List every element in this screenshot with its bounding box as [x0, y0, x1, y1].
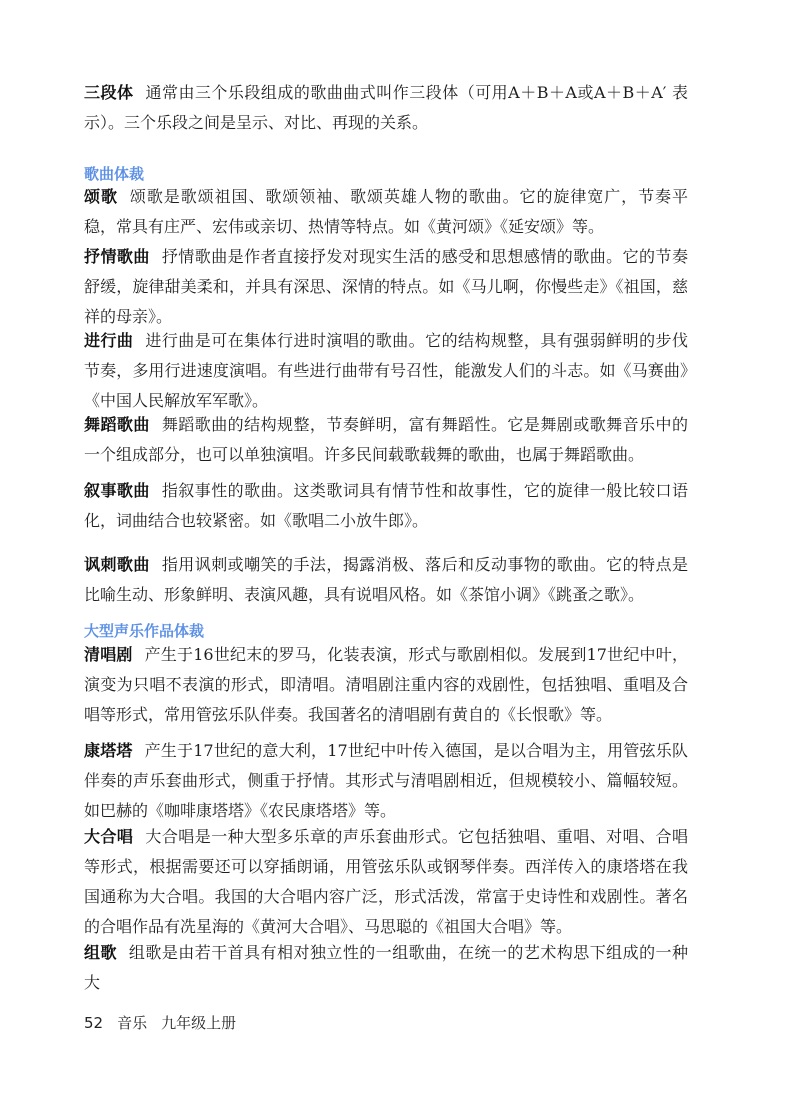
entry-text: 产生于16世纪末的罗马，化装表演，形式与歌剧相似。发展到17世纪中叶，演变为只唱不表演的形式，即清唱。清唱剧注重内容的戏剧性，包括独唱、重唱及合唱等形式，常用管弦乐队伴奏。我国著名的清唱剧有黄自的《长恨歌》等。: [84, 645, 688, 724]
entry-text: 产生于17世纪的意大利，17世纪中叶传入德国，是以合唱为主，用管弦乐队伴奏的声乐套曲形式，侧重于抒情。其形式与清唱剧相近，但规模较小、篇幅较短。如巴赫的《咖啡康塔塔》《农民康塔塔》等。: [84, 741, 688, 820]
book-grade: 九年级上册: [161, 1014, 237, 1032]
entry-text: 舞蹈歌曲的结构规整，节奏鲜明，富有舞蹈性。它是舞剧或歌舞音乐中的一个组成部分，也可以单独演唱。许多民间载歌载舞的歌曲，也属于舞蹈歌曲。: [84, 415, 688, 464]
entry-text: 组歌是由若干首具有相对独立性的一组歌曲，在统一的艺术构思下组成的一种大: [84, 943, 688, 992]
book-subject: 音乐: [117, 1014, 148, 1032]
page-footer: [84, 1012, 236, 1033]
term-heading: 抒情歌曲: [84, 247, 150, 266]
page-number: 52: [84, 1014, 104, 1032]
term-heading: 清唱剧: [84, 645, 133, 664]
term-heading: 组歌: [84, 943, 117, 962]
term-heading: 进行曲: [84, 331, 134, 350]
entry-oratorio: [84, 640, 688, 730]
entry-text: 进行曲是可在集体行进时演唱的歌曲。它的结构规整，具有强弱鲜明的步伐节奏，多用行进速度演唱。有些进行曲带有号召性，能激发人们的斗志。如《马赛曲》《中国人民解放军军歌》。: [84, 331, 688, 410]
term-heading: 三段体: [84, 83, 134, 102]
entry-cantata: [84, 736, 688, 826]
entry-lyric-song: [84, 242, 688, 332]
entry-text: 指叙事性的歌曲。这类歌词具有情节性和故事性，它的旋律一般比较口语化，词曲结合也较紧密。如《歌唱二小放牛郎》。: [84, 481, 688, 530]
term-heading: 颂歌: [84, 187, 118, 206]
entry-march: [84, 326, 688, 416]
entry-text: 大合唱是一种大型多乐章的声乐套曲形式。它包括独唱、重唱、对唱、合唱等形式，根据需要还可以穿插朗诵，用管弦乐队或钢琴伴奏。西洋传入的康塔塔在我国通称为大合唱。我国的大合唱内容广泛，形式活泼，常富于史诗性和戏剧性。著名的合唱作品有冼星海的《黄河大合唱》、马思聪的《祖国大合唱》等。: [84, 827, 688, 936]
entry-three-part-form: [84, 78, 688, 138]
term-heading: 舞蹈歌曲: [84, 415, 150, 434]
entry-ode: [84, 182, 688, 242]
entry-dance-song: [84, 410, 688, 470]
entry-text: 通常由三个乐段组成的歌曲曲式叫作三段体（可用A＋B＋A或A＋B＋A′ 表示）。三个乐段之间是呈示、对比、再现的关系。: [84, 83, 688, 132]
term-heading: 叙事歌曲: [84, 481, 150, 500]
section-heading-song-genres: 歌曲体裁: [84, 165, 145, 183]
entry-text: 抒情歌曲是作者直接抒发对现实生活的感受和思想感情的歌曲。它的节奏舒缓，旋律甜美柔和，并具有深思、深情的特点。如《马儿啊，你慢些走》《祖国，慈祥的母亲》。: [84, 247, 688, 326]
entry-grand-chorus: [84, 822, 688, 942]
term-heading: 康塔塔: [84, 741, 133, 760]
entry-text: 指用讽刺或嘲笑的手法，揭露消极、落后和反动事物的歌曲。它的特点是比喻生动、形象鲜明、表演风趣，具有说唱风格。如《茶馆小调》《跳蚤之歌》。: [84, 555, 688, 604]
entry-satirical-song: [84, 550, 688, 610]
entry-song-suite: [84, 938, 688, 998]
term-heading: 大合唱: [84, 827, 134, 846]
section-heading-large-vocal-genres: 大型声乐作品体裁: [84, 622, 205, 640]
term-heading: 讽刺歌曲: [84, 555, 150, 574]
entry-text: 颂歌是歌颂祖国、歌颂领袖、歌颂英雄人物的歌曲。它的旋律宽广，节奏平稳，常具有庄严、宏伟或亲切、热情等特点。如《黄河颂》《延安颂》等。: [84, 187, 688, 236]
entry-narrative-song: [84, 476, 688, 536]
